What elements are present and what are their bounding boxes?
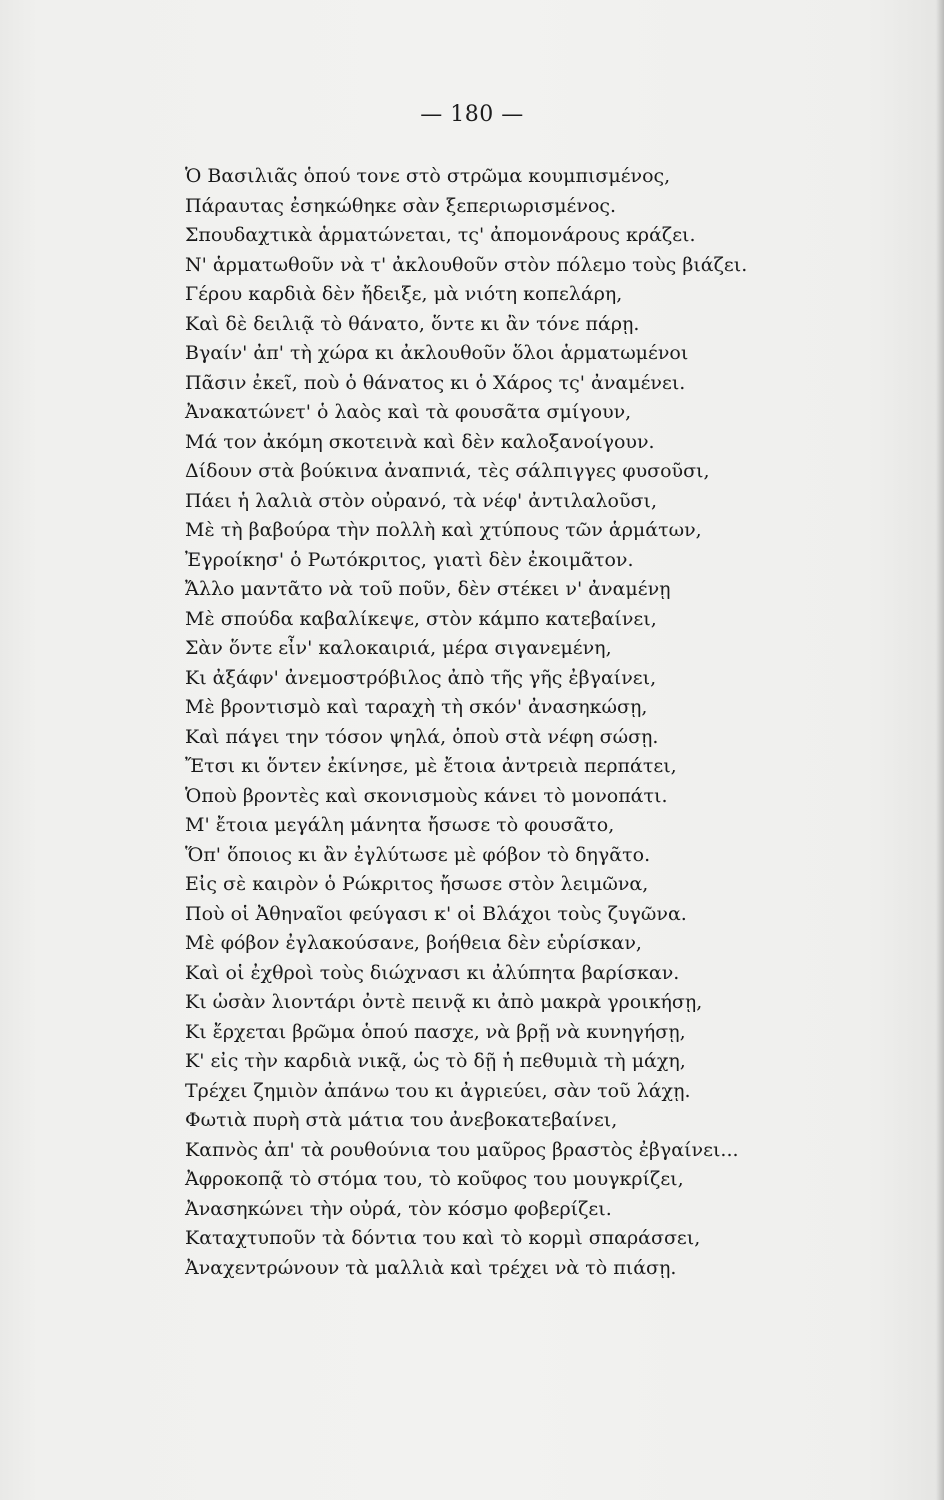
verse-line: Μὲ τὴ βαβούρα τὴν πολλὴ καὶ χτύπους τῶν ἁρμάτων,	[185, 519, 702, 541]
verse-line: Ν' ἁρματωθοῦν νὰ τ' ἀκλουθοῦν στὸν πόλεμο τοὺς βιάζει.	[185, 253, 748, 276]
verse-line: Ποὺ οἱ Ἀθηναῖοι φεύγασι κ' οἱ Βλάχοι τοὺς ζυγῶνα.	[185, 902, 687, 925]
verse-line: Κι ἀξάφν' ἀνεμοστρόβιλος ἀπὸ τῆς γῆς ἐβγαίνει,	[185, 666, 657, 689]
verse-line: Ἔτσι κι ὅντεν ἐκίνησε, μὲ ἔτοια ἀντρειὰ περπάτει,	[185, 755, 677, 777]
verse-line: Κ' εἰς τὴν καρδιὰ νικᾷ, ὡς τὸ δῇ ἡ πεθυμιὰ τὴ μάχη,	[185, 1050, 686, 1072]
verse-line: Τρέχει ζημιὸν ἀπάνω του κι ἀγριεύει, σὰν τοῦ λάχῃ.	[185, 1079, 691, 1102]
verse-line: Βγαίν' ἀπ' τὴ χώρα κι ἀκλουθοῦν ὅλοι ἁρματωμένοι	[185, 342, 689, 364]
verse-line: Κι ἔρχεται βρῶμα ὁπού πασχε, νὰ βρῇ νὰ κυνηγήσῃ,	[185, 1020, 686, 1043]
verse-line: Ὅπ' ὅποιος κι ἂν ἐγλύτωσε μὲ φόβον τὸ δηγᾶτο.	[185, 843, 651, 866]
verse-line: Πάραυτας ἐσηκώθηκε σὰν ξεπεριωρισμένος.	[185, 194, 617, 217]
verse-line: Καὶ πάγει την τόσον ψηλά, ὁποὺ στὰ νέφη σώσῃ.	[185, 725, 659, 748]
verse-line: Εἰς σὲ καιρὸν ὁ Ρώκριτος ἤσωσε στὸν λειμῶνα,	[185, 873, 649, 895]
verse-line: Μὲ φόβον ἐγλακούσανε, βοήθεια δὲν εὑρίσκαν,	[185, 932, 642, 954]
verse-line: Κι ὡσὰν λιοντάρι ὀντὲ πεινᾷ κι ἀπὸ μακρὰ γροικήσῃ,	[185, 991, 703, 1013]
verse-line: Δίδουν στὰ βούκινα ἀναπνιά, τὲς σάλπιγγες φυσοῦσι,	[185, 460, 710, 482]
verse-line: Ἀνασηκώνει τὴν οὐρά, τὸν κόσμο φοβερίζει.	[185, 1197, 612, 1220]
verse-line: Καὶ οἱ ἐχθροὶ τοὺς διώχνασι κι ἀλύπητα βαρίσκαν.	[185, 961, 680, 984]
page-edge-shadow	[936, 0, 944, 1500]
verse-line: Σὰν ὅντε εἶν' καλοκαιριά, μέρα σιγανεμένη,	[185, 637, 612, 659]
verse-line: Ἀφροκοπᾷ τὸ στόμα του, τὸ κοῦφος του μουγκρίζει,	[185, 1168, 684, 1190]
verse-line: Ἄλλο μαντᾶτο νὰ τοῦ ποῦν, δὲν στέκει ν' ἀναμένῃ	[185, 578, 671, 600]
verse-line: Ἐγροίκησ' ὁ Ρωτόκριτος, γιατὶ δὲν ἐκοιμᾶτον.	[185, 548, 634, 571]
verse-line: Ἀναχεντρώνουν τὰ μαλλιὰ καὶ τρέχει νὰ τὸ πιάσῃ.	[185, 1256, 677, 1279]
verse-line: Ὁποὺ βροντὲς καὶ σκονισμοὺς κάνει τὸ μονοπάτι.	[185, 784, 668, 807]
verse-line: Φωτιὰ πυρὴ στὰ μάτια του ἀνεβοκατεβαίνει,	[185, 1109, 618, 1131]
verse-line: Μά τον ἀκόμη σκοτεινὰ καὶ δὲν καλοξανοίγουν.	[185, 430, 655, 453]
verse-line: Καταχτυποῦν τὰ δόντια του καὶ τὸ κορμὶ σπαράσσει,	[185, 1227, 701, 1249]
page-number: — 180 —	[420, 102, 524, 127]
verse-line: Γέρου καρδιὰ δὲν ἤδειξε, μὰ νιότη κοπελάρη,	[185, 283, 623, 305]
verse-line: Ὁ Βασιλιᾶς ὁπού τονε στὸ στρῶμα κουμπισμένος,	[185, 165, 671, 187]
verse-line: Πᾶσιν ἐκεῖ, ποὺ ὁ θάνατος κι ὁ Χάρος τς' ἀναμένει.	[185, 371, 686, 394]
verse-line: Μὲ σπούδα καβαλίκεψε, στὸν κάμπο κατεβαίνει,	[185, 607, 657, 630]
verse-line: Καπνὸς ἀπ' τὰ ρουθούνια του μαῦρος βραστὸς ἐβγαίνει...	[185, 1138, 739, 1161]
verse-line: Μὲ βροντισμὸ καὶ ταραχὴ τὴ σκόν' ἀνασηκώσῃ,	[185, 696, 648, 718]
verse-line: Καὶ δὲ δειλιᾷ τὸ θάνατο, ὅντε κι ἂν τόνε πάρῃ.	[185, 312, 640, 335]
verse-line: Ἀνακατώνετ' ὁ λαὸς καὶ τὰ φουσᾶτα σμίγουν,	[185, 401, 632, 423]
verse-line: Σπουδαχτικὰ ἁρματώνεται, τς' ἀπομονάρους κράζει.	[185, 224, 696, 246]
poem-text	[185, 162, 905, 1283]
verse-line: Μ' ἔτοια μεγάλη μάνητα ἤσωσε τὸ φουσᾶτο,	[185, 814, 615, 836]
verse-line: Πάει ἡ λαλιὰ στὸν οὐρανό, τὰ νέφ' ἀντιλαλοῦσι,	[185, 489, 658, 512]
